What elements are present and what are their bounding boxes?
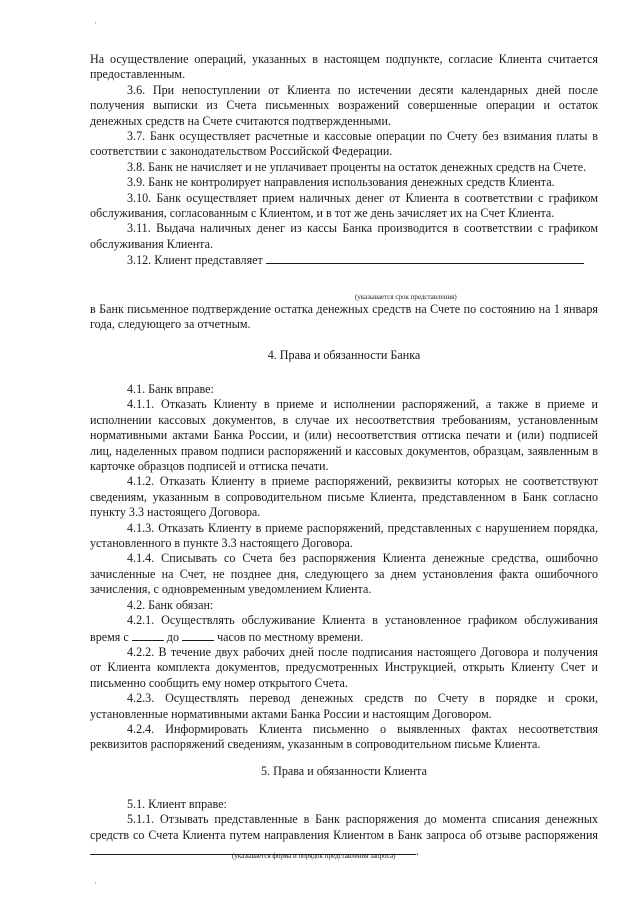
- clause-3-12-rest: в Банк письменное подтверждение остатка денежных средств на Счете по состоянию на 1 января года, следующего за отчетным.: [90, 302, 598, 332]
- clause-4-2-3: 4.2.3. Осуществлять перевод денежных средств по Счету в порядке и сроки, установленные нормативными актами Банка России и настоящим Договором.: [90, 691, 598, 721]
- scan-speck: ·: [94, 878, 97, 888]
- clause-4-2-1-text-a: 4.2.1. Осуществлять обслуживание Клиента в установленное графиком обслуживания время с: [90, 613, 598, 644]
- clause-3-12-prefix: 3.12. Клиент представляет: [127, 253, 263, 268]
- section5-body: [90, 797, 598, 860]
- section4-body: [90, 382, 598, 753]
- clause-4-2-2: 4.2.2. В течение двух рабочих дней после подписания настоящего Договора и получения от Клиента комплекта документов, предусмотренных Инструкцией, открыть Клиенту Счет и письменно сообщить ему номер открытого Счета.: [90, 644, 598, 690]
- clause-5-1-1-text: 5.1.1. Отзывать представленные в Банк распоряжения до момента списания денежных средств со Счета Клиента путем направления Клиентом в Банк запроса об отзыве распоряжения: [90, 812, 598, 842]
- clause-4-2-4: 4.2.4. Информировать Клиента письменно о выявленных фактах несоответствия реквизитов распоряжений сведениям, указанным в сопроводительном письме Клиента.: [90, 721, 598, 752]
- clause-4-1-1: 4.1.1. Отказать Клиенту в приеме и исполнении распоряжений, а также в приеме и исполнении кассовых документов, в случае их несоответствия требованиям, установленным нормативными актами Банка России, и (или) несоответствия оттиска печати и (или) подписей лиц, наделенных правом подписи распоряжений и кассовых документов, образцам, заявленным в карточке образцов подписей и оттиска печати.: [90, 397, 598, 474]
- clause-4-1: 4.1. Банк вправе:: [127, 382, 214, 396]
- term-blank-field: [266, 252, 584, 264]
- clause-3-9: 3.9. Банк не контролирует направления использования денежных средств Клиента.: [127, 175, 555, 190]
- request-form-caption: (указывается форма и порядок представления запроса): [232, 852, 396, 860]
- time-from-blank: [132, 629, 164, 641]
- clause-4-1-4: 4.1.4. Списывать со Счета без распоряжения Клиента денежные средства, ошибочно зачисленные на Счет, не позднее дня, следующего за днем установления факта ошибочного зачисления, с одновременным уведомлением Клиента.: [90, 551, 598, 597]
- clause-3-12-line: [90, 252, 598, 268]
- clause-4-1-2: 4.1.2. Отказать Клиенту в приеме распоряжений, реквизиты которых не соответствуют сведениям, указанным в сопроводительном письме Клиента, представленном в Банк согласно пункту 3.3 настоящего Договора.: [90, 474, 598, 520]
- clause-4-2: 4.2. Банк обязан:: [127, 597, 214, 612]
- section5-title: 5. Права и обязанности Клиента: [261, 764, 427, 778]
- time-to-blank: [182, 629, 214, 641]
- clause-3-12-continuation-block: [90, 302, 598, 333]
- section3-continuation: [90, 52, 598, 269]
- scan-speck: ·: [94, 18, 97, 28]
- section4-title: 4. Права и обязанности Банка: [267, 348, 421, 362]
- clause-4-2-1-text-c: часов по местному времени.: [217, 629, 364, 644]
- term-caption: (указывается срок представления): [355, 293, 457, 301]
- clause-4-2-1: [90, 613, 598, 645]
- clause-3-7: 3.7. Банк осуществляет расчетные и кассовые операции по Счету без взимания платы в соответствии с законодательством Российской Федерации.: [90, 129, 598, 159]
- clause-3-10: 3.10. Банк осуществляет прием наличных денег от Клиента в соответствии с графиком обслуживания, согласованным с Клиентом, и в тот же день зачисляет их на Счет Клиента.: [90, 190, 598, 221]
- clause-3-8: 3.8. Банк не начисляет и не уплачивает проценты на остаток денежных средств на Счете.: [127, 159, 587, 174]
- clause-5-1-1-end: .: [416, 844, 420, 859]
- clause-3-6: 3.6. При непоступлении от Клиента по истечении десяти календарных дней после получения выписки из Счета письменных возражений совершенные операции и остаток денежных средств на Счете считаются подтвержденными.: [90, 82, 598, 128]
- clause-3-11: 3.11. Выдача наличных денег из кассы Банка производится в соответствии с графиком обслуживания Клиента.: [90, 221, 598, 251]
- clause-4-1-3: 4.1.3. Отказать Клиенту в приеме распоряжений, представленных с нарушением порядка, установленного в пункте 3.3 настоящего Договора.: [90, 520, 598, 551]
- clause-4-2-1-text-b: до: [166, 629, 179, 644]
- paragraph-continuation: На осуществление операций, указанных в настоящем подпункте, согласие Клиента считается предоставленным.: [90, 52, 598, 82]
- clause-5-1: 5.1. Клиент вправе:: [127, 797, 227, 811]
